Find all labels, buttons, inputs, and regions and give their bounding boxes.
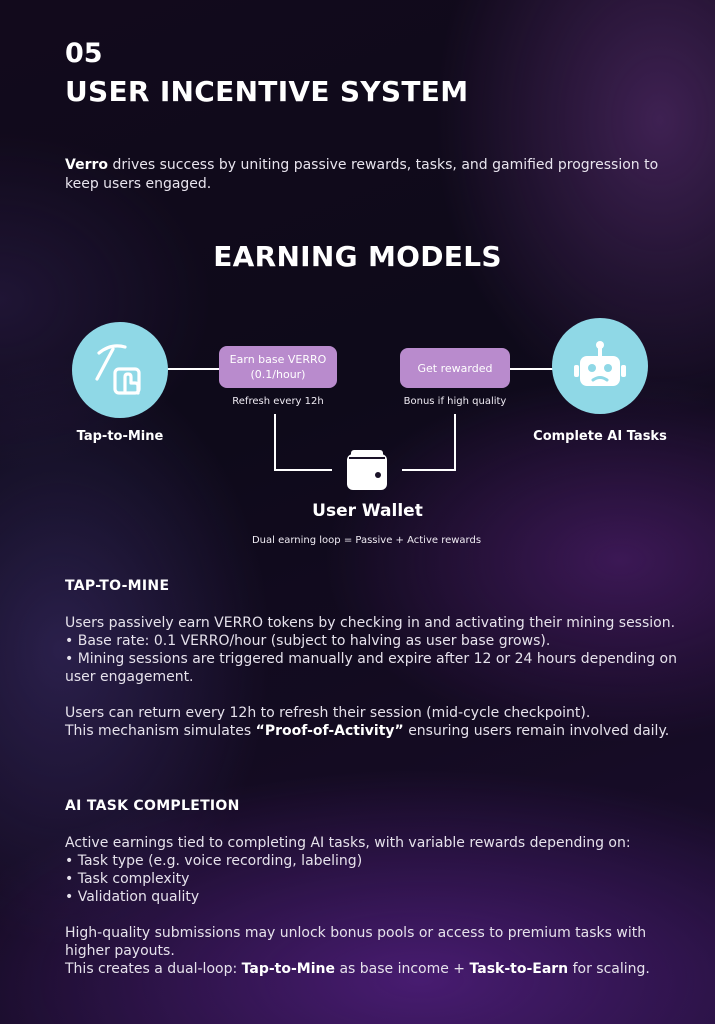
tap-bullet-2: • Mining sessions are triggered manually and expire after 12 or 24 hours depending on user engagement. — [65, 651, 677, 685]
ai-task-heading: AI TASK COMPLETION — [65, 798, 240, 814]
ai-tasks-node — [552, 318, 648, 414]
dual-loop-note: Dual earning loop = Passive + Active rewards — [251, 535, 482, 546]
task-to-earn-bold: Task-to-Earn — [469, 961, 569, 977]
tap-p2-line2: This mechanism simulates “Proof-of-Activity” ensuring users remain involved daily. — [65, 723, 670, 739]
tap-to-mine-node — [72, 322, 168, 418]
connector-left-wallet — [274, 469, 332, 471]
tap-intro: Users passively earn VERRO tokens by checking in and activating their mining session. — [65, 615, 676, 631]
connector-left-down — [274, 414, 276, 470]
refresh-note: Refresh every 12h — [232, 396, 324, 407]
intro-paragraph — [65, 156, 675, 194]
wallet-label: User Wallet — [312, 501, 423, 521]
connector-right-down — [454, 414, 456, 470]
connector-left — [166, 368, 220, 370]
tap-bullet-1: • Base rate: 0.1 VERRO/hour (subject to halving as user base grows). — [65, 633, 551, 649]
robot-icon — [572, 338, 628, 394]
tap-to-mine-bold: Tap-to-Mine — [241, 961, 335, 977]
tap-p2-line1: Users can return every 12h to refresh their session (mid-cycle checkpoint). — [65, 705, 591, 721]
ai-intro: Active earnings tied to completing AI tasks, with variable rewards depending on: — [65, 835, 631, 851]
ai-bullet-1: • Task type (e.g. voice recording, labeling) — [65, 853, 363, 869]
earn-base-line2: (0.1/hour) — [250, 368, 306, 381]
earn-base-line1: Earn base VERRO — [229, 353, 327, 366]
intro-text: drives success by uniting passive rewards, tasks, and gamified progression to keep users engaged. — [65, 157, 659, 192]
proof-of-activity: “Proof-of-Activity” — [255, 723, 404, 739]
wallet-icon — [345, 448, 389, 496]
ai-p2-line1: High-quality submissions may unlock bonus pools or access to premium tasks with higher payouts. — [65, 925, 647, 959]
brand-name: Verro — [65, 157, 108, 173]
tap-to-mine-label: Tap-to-Mine — [76, 429, 164, 444]
ai-bullet-3: • Validation quality — [65, 889, 200, 905]
ai-task-body — [65, 834, 685, 978]
earn-base-pill — [219, 346, 337, 388]
section-title: USER INCENTIVE SYSTEM — [65, 75, 469, 108]
ai-tasks-label: Complete AI Tasks — [533, 429, 667, 444]
bonus-note: Bonus if high quality — [403, 396, 507, 407]
section-number: 05 — [65, 38, 103, 69]
tap-to-mine-body — [65, 614, 685, 740]
tap-to-mine-heading: TAP-TO-MINE — [65, 578, 170, 594]
connector-right — [510, 368, 554, 370]
get-rewarded-text: Get rewarded — [417, 361, 493, 375]
ai-p2-line2: This creates a dual-loop: Tap-to-Mine as base income + Task-to-Earn for scaling. — [65, 961, 650, 977]
get-rewarded-pill — [400, 348, 510, 388]
pickaxe-tap-icon — [89, 339, 151, 401]
ai-bullet-2: • Task complexity — [65, 871, 190, 887]
connector-right-wallet — [402, 469, 456, 471]
diagram-title: EARNING MODELS — [213, 240, 502, 273]
